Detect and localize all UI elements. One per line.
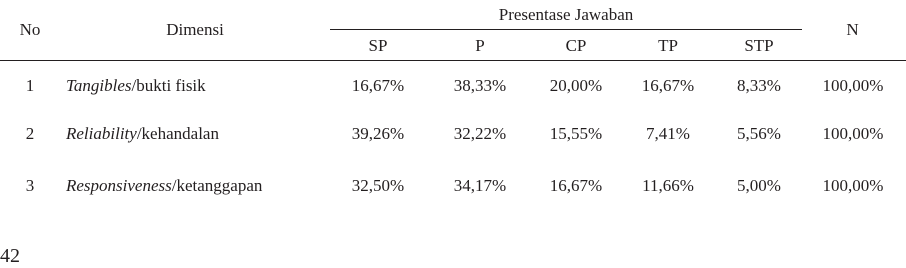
header-no: No: [19, 20, 41, 39]
row-3-n: 100,00%: [822, 176, 884, 195]
row-1-dimension-term: Tangibles: [66, 76, 132, 95]
row-2-dimension-translation: /kehandalan: [136, 124, 219, 143]
row-3-cp: 16,67%: [549, 176, 603, 195]
row-2-tp: 7,41%: [646, 124, 690, 143]
row-3-dimension-translation: /ketanggapan: [171, 176, 263, 195]
row-1-dimension-translation: /bukti fisik: [131, 76, 206, 95]
row-2-p: 32,22%: [453, 124, 507, 143]
row-1-n: 100,00%: [822, 76, 884, 95]
row-1-sp: 16,67%: [351, 76, 405, 95]
row-2-cp: 15,55%: [549, 124, 603, 143]
row-2-n: 100,00%: [822, 124, 884, 143]
row-2-dimension-term: Reliability: [66, 124, 137, 143]
page-number: 42: [0, 245, 20, 267]
header-n: N: [846, 20, 859, 39]
row-3-no: 3: [25, 176, 35, 195]
row-3-stp: 5,00%: [737, 176, 781, 195]
header-stp: STP: [744, 36, 774, 55]
row-2-dimension: [66, 124, 219, 144]
row-3-dimension-term: Responsiveness: [66, 176, 172, 195]
row-1-dimension: [66, 76, 206, 96]
header-sp: SP: [368, 36, 388, 55]
row-2-sp: 39,26%: [351, 124, 405, 143]
row-1-stp: 8,33%: [737, 76, 781, 95]
header-bottom-rule: [0, 60, 906, 61]
row-1-cp: 20,00%: [549, 76, 603, 95]
row-3-p: 34,17%: [453, 176, 507, 195]
row-3-sp: 32,50%: [351, 176, 405, 195]
row-1-p: 38,33%: [453, 76, 507, 95]
header-dimensi: Dimensi: [166, 20, 224, 39]
header-tp: TP: [658, 36, 678, 55]
row-3-tp: 11,66%: [642, 176, 694, 195]
row-2-no: 2: [25, 124, 35, 143]
row-1-no: 1: [25, 76, 35, 95]
row-2-stp: 5,56%: [737, 124, 781, 143]
header-group-rule: [330, 29, 802, 30]
row-1-tp: 16,67%: [641, 76, 695, 95]
header-p: P: [475, 36, 485, 55]
header-cp: CP: [565, 36, 587, 55]
row-3-dimension: [66, 176, 262, 196]
header-presentase-jawaban: Presentase Jawaban: [498, 5, 634, 24]
